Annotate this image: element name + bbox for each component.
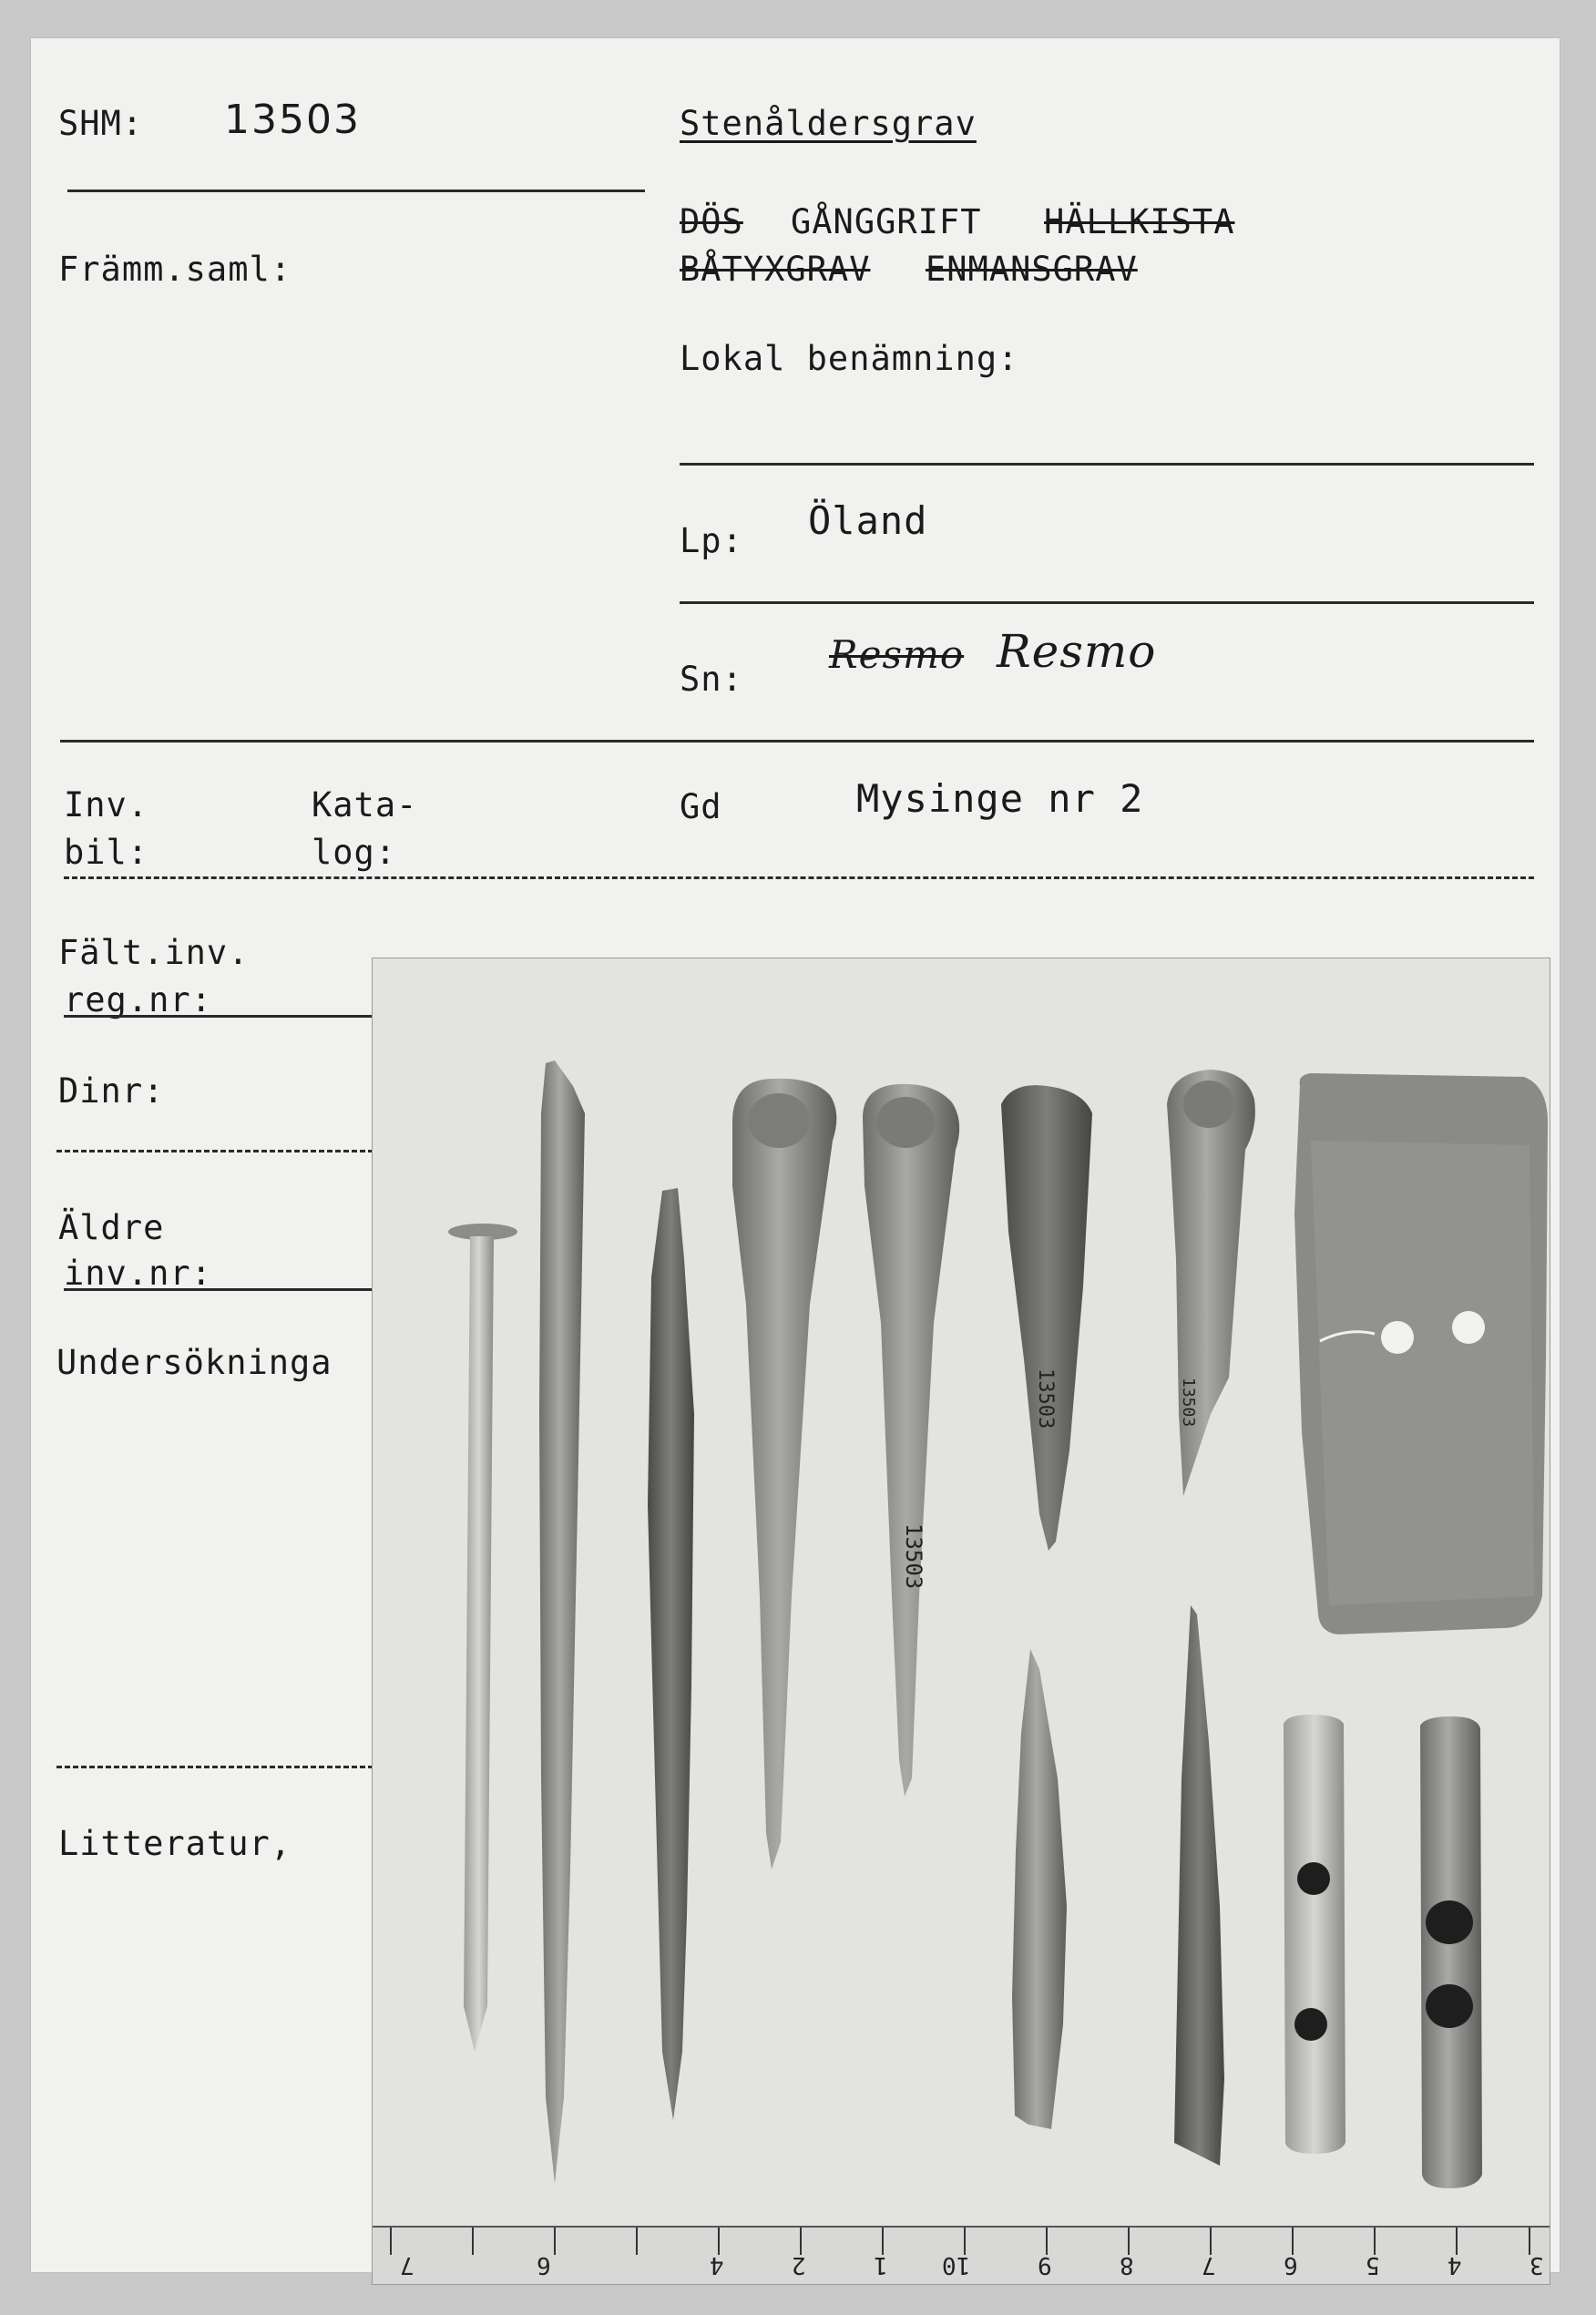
kata-label: Kata- [312,785,418,825]
measurement-scale [373,2226,1550,2284]
perforated-slate-plaque [1294,1073,1548,1634]
ruler-number: 6 [1284,2251,1298,2279]
ruler-number: 6 [537,2251,551,2279]
gd-value: Mysinge nr 2 [856,776,1144,821]
falt-label: Fält.inv. [58,933,250,972]
kata-label-2: log: [312,833,397,872]
ruler-number: 3 [1530,2251,1544,2279]
divider [64,876,1534,879]
aldre-label: Äldre [58,1208,165,1247]
ruler-number: 2 [792,2251,806,2279]
shm-label: SHM: [58,104,144,143]
small-bone-point [1012,1649,1067,2129]
ruler-number: 5 [1366,2251,1380,2279]
shm-number: 13503 [224,97,361,143]
undersokning-label: Undersökninga [56,1343,332,1382]
aldre-label-2: inv.nr: [64,1254,212,1293]
type-dos-struck: DÖS [680,202,743,241]
dinr-label: Dinr: [58,1071,165,1111]
type-enmansgrav-struck: ENMANSGRAV [926,250,1138,289]
type-hallkista-struck: HÄLLKISTA [1044,202,1235,241]
frmm-label: Främm.saml: [58,250,292,289]
long-bone-point [1174,1605,1224,2166]
conical-bone-point [1001,1085,1092,1551]
perforated-bone-tube-dark [1420,1716,1482,2188]
inv-label-2: bil: [64,833,149,872]
divider [64,1288,373,1291]
lokal-label: Lokal benämning: [680,339,1019,378]
litteratur-label: Litteratur, [58,1824,292,1863]
divider [60,740,1534,743]
bone-splinter [648,1188,694,2120]
ruler-number: 1 [874,2251,888,2279]
awl-with-knob [732,1079,836,1869]
ruler-number: 10 [941,2251,970,2279]
perforated-bone-tube-light [1284,1715,1345,2154]
ruler-number: 4 [1448,2251,1462,2279]
category-heading: Stenåldersgrav [680,104,977,143]
gd-label: Gd [680,787,722,826]
catalog-card [31,38,1560,2279]
sn-struck: Resmo [829,632,965,677]
ruler-number: 9 [1038,2251,1052,2279]
type-ganggrift: GÅNGGRIFT [791,202,982,241]
sn-value-handwritten: Resmo [997,625,1157,678]
divider [680,463,1534,466]
lp-label: Lp: [680,521,743,560]
divider [56,1766,373,1768]
lp-value: Öland [808,498,928,543]
artifact-number-label: 13503 [1034,1368,1057,1429]
sn-label: Sn: [680,660,743,699]
broken-knobbed-awl [1167,1070,1255,1496]
divider [56,1150,373,1152]
divider [680,601,1534,604]
ruler-number: 7 [1202,2251,1216,2279]
inv-label: Inv. [64,785,149,825]
ruler-number: 8 [1120,2251,1134,2279]
divider [64,1015,373,1018]
artifact-number-label: 13503 [1179,1378,1198,1428]
artifact-number-label: 13503 [901,1523,926,1590]
awl-with-knob-labeled [863,1084,959,1797]
ruler-number: 7 [400,2251,414,2279]
divider [67,190,645,192]
bone-pin-with-head [448,1224,517,2052]
artifacts-drawing [373,958,1550,2228]
long-bone-rod [539,1060,585,2184]
type-batyxgrav-struck: BÅTYXGRAV [680,250,871,289]
artifact-photograph [373,958,1550,2284]
ruler-number: 4 [710,2251,724,2279]
falt-label-2: reg.nr: [64,980,212,1019]
